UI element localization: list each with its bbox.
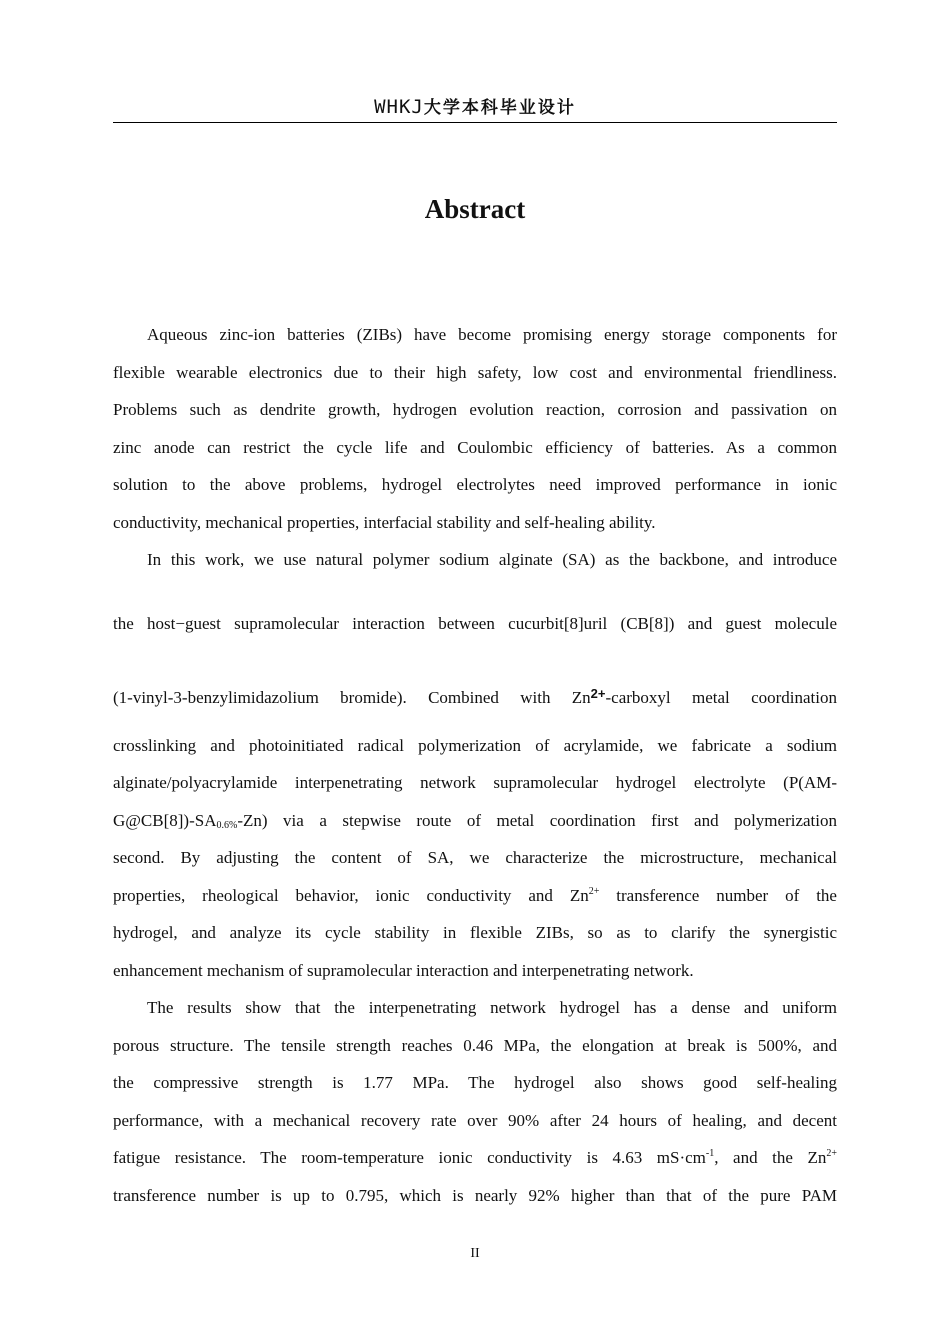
text-segment: properties, rheological behavior, ionic conductivity and Zn <box>113 885 589 905</box>
text-segment: transference number of the <box>599 885 837 905</box>
text-line: flexible wearable electronics due to their high safety, low cost and environmental friendliness. <box>113 362 837 382</box>
page-header <box>113 92 837 123</box>
page-number: II <box>470 1246 480 1261</box>
text-line: The results show that the interpenetrating network hydrogel has a dense and uniform <box>147 998 837 1017</box>
superscript: 2+ <box>826 1148 837 1159</box>
text-line: hydrogel, and analyze its cycle stability in flexible ZIBs, so as to clarify the synergistic <box>113 923 837 942</box>
text-line: solution to the above problems, hydrogel electrolytes need improved performance in ionic <box>113 475 837 494</box>
text-line: crosslinking and photoinitiated radical polymerization of acrylamide, we fabricate a sodium <box>113 735 837 755</box>
paragraph-2 <box>113 541 837 989</box>
text-line: performance, with a mechanical recovery rate over 90% after 24 hours of healing, and decent <box>113 1110 837 1130</box>
text-line: alginate/polyacrylamide interpenetrating network supramolecular hydrogel electrolyte (P(AM- <box>113 773 837 792</box>
text-segment: (1-vinyl-3-benzylimidazolium bromide). Combined with Zn <box>113 688 591 707</box>
page-title: Abstract <box>424 194 526 224</box>
text-line: transference number is up to 0.795, which is nearly 92% higher than that of the pure PAM <box>113 1185 837 1205</box>
header-latin: WHKJ <box>374 96 424 118</box>
subscript: 0.6% <box>216 819 238 831</box>
text-line: porous structure. The tensile strength reaches 0.46 MPa, the elongation at break is 500%, and <box>113 1035 837 1055</box>
text-line: Problems such as dendrite growth, hydrogen evolution reaction, corrosion and passivation on <box>113 400 837 419</box>
text-line <box>113 877 837 915</box>
superscript: 2+ <box>588 885 600 897</box>
text-line <box>113 679 837 717</box>
text-line: the host−guest supramolecular interaction between cucurbit[8]uril (CB[8]) and guest molecule <box>113 613 837 633</box>
superscript: -1 <box>705 1148 715 1159</box>
paragraph-3 <box>113 989 837 1214</box>
text-line: enhancement mechanism of supramolecular interaction and interpenetrating network. <box>113 960 694 980</box>
text-line: second. By adjusting the content of SA, we characterize the microstructure, mechanical <box>113 848 837 867</box>
text-line <box>113 802 837 840</box>
superscript: 2+ <box>590 686 606 701</box>
text-line: In this work, we use natural polymer sodium alginate (SA) as the backbone, and introduce <box>147 550 837 569</box>
abstract-body <box>113 316 837 1214</box>
text-line: the compressive strength is 1.77 MPa. The hydrogel also shows good self-healing <box>113 1073 837 1092</box>
text-line: Aqueous zinc-ion batteries (ZIBs) have become promising energy storage components for <box>147 325 837 344</box>
text-line: zinc anode can restrict the cycle life and Coulombic efficiency of batteries. As a common <box>113 437 837 457</box>
text-segment: , and the Zn <box>714 1148 827 1167</box>
text-line <box>113 1139 837 1177</box>
text-segment: -Zn) via a stepwise route of metal coordination first and polymerization <box>237 810 837 830</box>
paragraph-1 <box>113 316 837 541</box>
text-line: conductivity, mechanical properties, interfacial stability and self-healing ability. <box>113 512 656 532</box>
header-title-cn: 大学本科毕业设计 <box>423 98 576 118</box>
text-segment: -carboxyl metal coordination <box>605 688 837 707</box>
text-segment: G@CB[8])-SA <box>113 810 217 830</box>
text-segment: fatigue resistance. The room-temperature ionic conductivity is 4.63 mS·cm <box>113 1148 706 1167</box>
